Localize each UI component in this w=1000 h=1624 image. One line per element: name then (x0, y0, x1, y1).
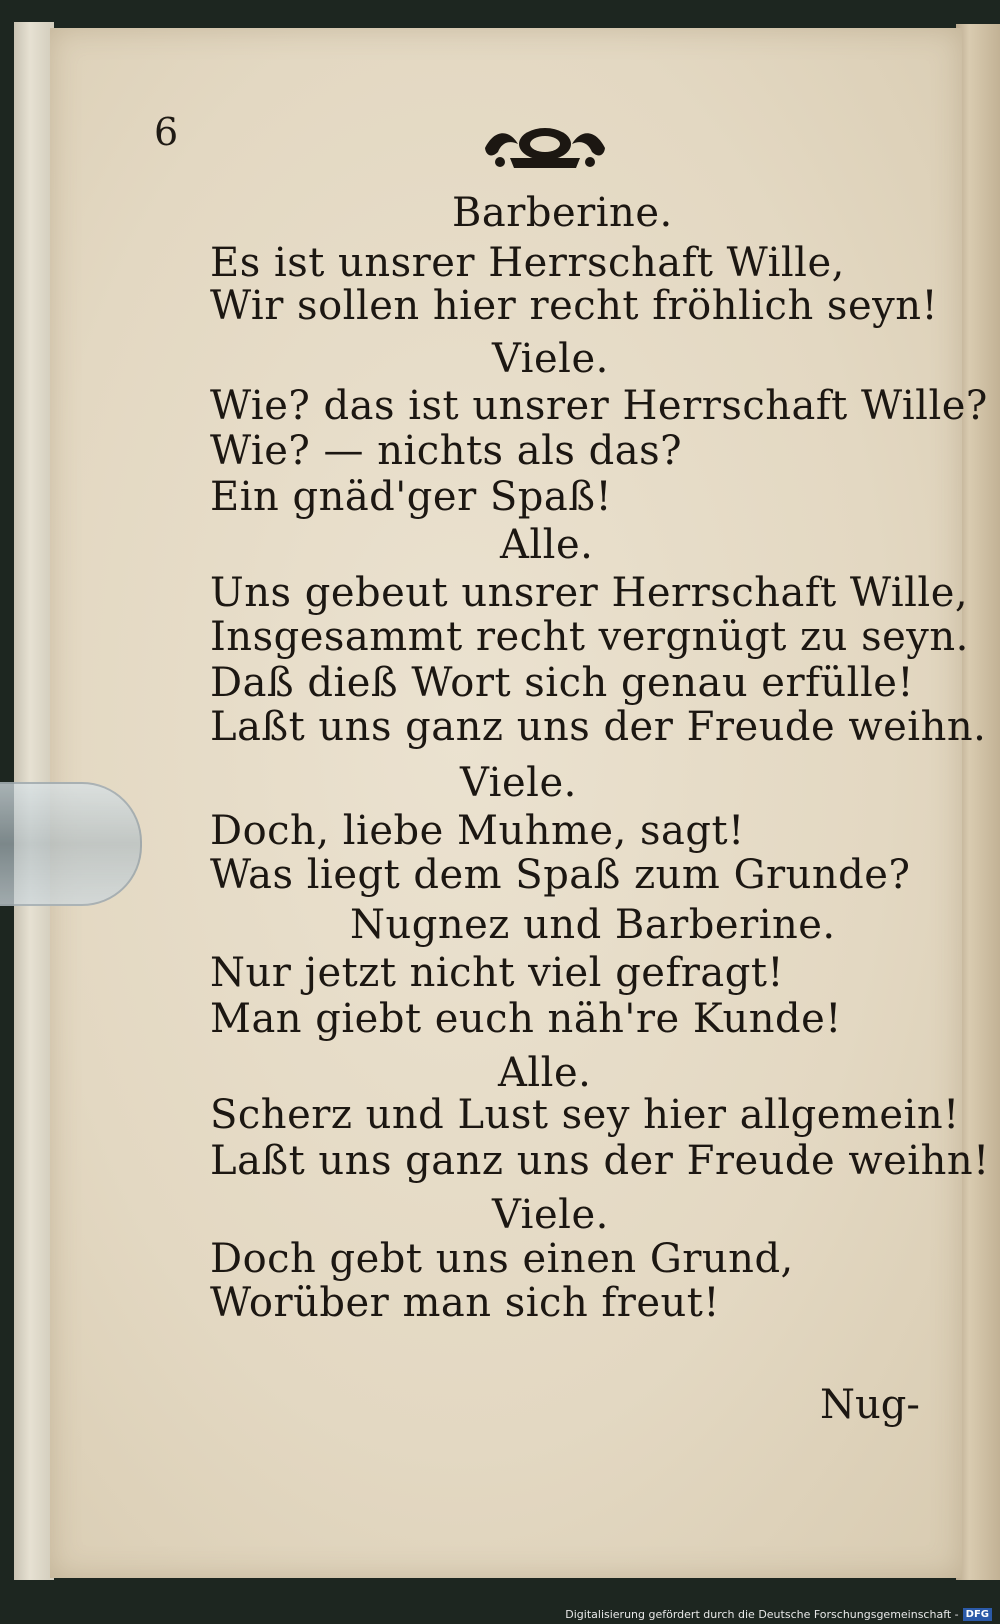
page-edge-right (956, 24, 1000, 1580)
speaker-heading: Viele. (460, 760, 577, 806)
verse-line: Nur jetzt nicht viel gefragt! (210, 950, 784, 996)
speaker-heading: Barberine. (452, 190, 673, 236)
verse-line: Wie? das ist unsrer Herrschaft Wille? (210, 383, 988, 429)
verse-line: Man giebt euch näh're Kunde! (210, 996, 842, 1042)
verse-line: Es ist unsrer Herrschaft Wille, (210, 240, 845, 286)
verse-line: Doch gebt uns einen Grund, (210, 1236, 794, 1282)
printer-ornament (480, 118, 610, 172)
speaker-heading: Alle. (500, 522, 594, 568)
page-clip (0, 782, 142, 906)
verse-line: Uns gebeut unsrer Herrschaft Wille, (210, 570, 969, 616)
verse-line: Insgesammt recht vergnügt zu seyn. (210, 614, 969, 660)
verse-line: Ein gnäd'ger Spaß! (210, 474, 613, 520)
catchword: Nug- (820, 1382, 920, 1428)
verse-line: Laßt uns ganz uns der Freude weihn. (210, 704, 987, 750)
speaker-heading: Viele. (492, 336, 609, 382)
verse-line: Scherz und Lust sey hier allgemein! (210, 1092, 960, 1138)
speaker-heading: Viele. (492, 1192, 609, 1238)
verse-line: Wie? — nichts als das? (210, 428, 683, 474)
digitization-footer (565, 1608, 992, 1621)
page-number: 6 (154, 110, 179, 154)
speaker-heading: Alle. (498, 1050, 592, 1096)
verse-line: Worüber man sich freut! (210, 1280, 720, 1326)
verse-line: Daß dieß Wort sich genau erfülle! (210, 660, 914, 706)
verse-line: Doch, liebe Muhme, sagt! (210, 808, 745, 854)
verse-line: Wir sollen hier recht fröhlich seyn! (210, 283, 939, 329)
verse-line: Was liegt dem Spaß zum Grunde? (210, 852, 911, 898)
verse-line: Laßt uns ganz uns der Freude weihn! (210, 1138, 990, 1184)
speaker-heading: Nugnez und Barberine. (350, 902, 836, 948)
footer-text: Digitalisierung gefördert durch die Deutsche Forschungsgemeinschaft - (565, 1608, 959, 1621)
dfg-logo-icon: DFG (963, 1608, 992, 1621)
